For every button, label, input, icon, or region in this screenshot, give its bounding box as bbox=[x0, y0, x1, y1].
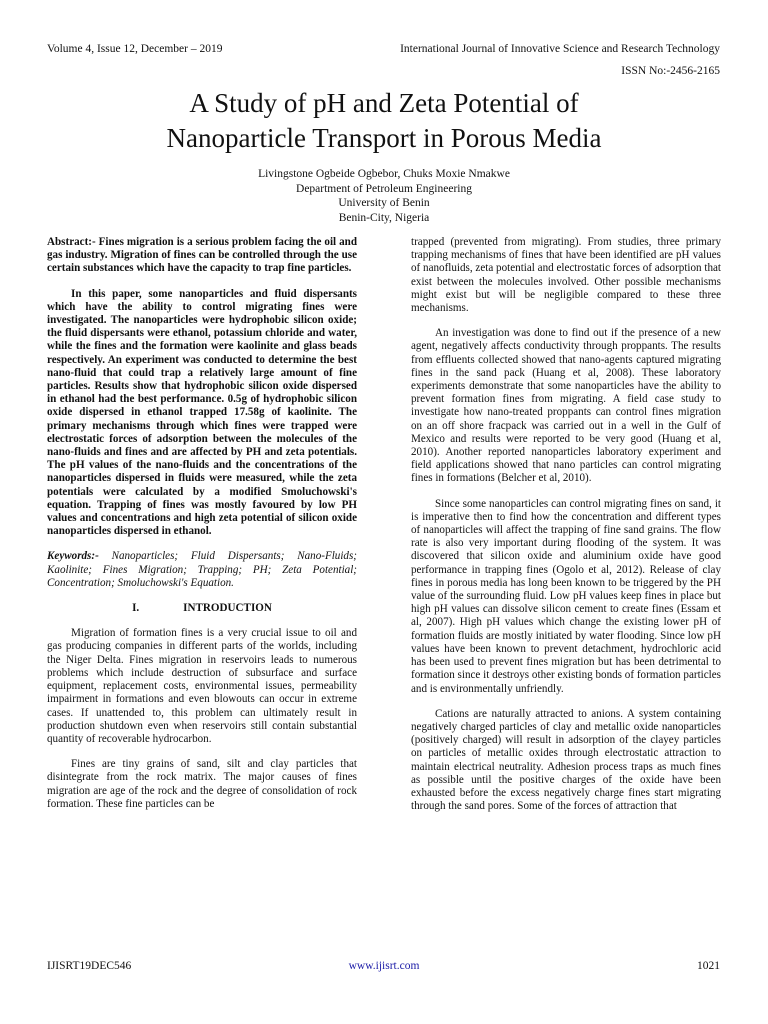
author-university: University of Benin bbox=[338, 197, 430, 210]
section-number: I. bbox=[132, 602, 140, 615]
section-heading-introduction bbox=[47, 602, 357, 615]
body-paragraph-4: Cations are naturally attracted to anions. A system containing negatively charged particles of clay and metallic oxide nanoparticles (positively charged) will result in adsorption of the clayey particles on particles of metallic oxides through electrostatic attraction to maintain electrical neutrality. Adhesion process traps as much fines as possible until the positive charges of the oxide have been exhausted before the excess negatively charge fines start migrating through the sand pores. Some of the forces of attraction that bbox=[411, 707, 721, 813]
body-paragraph-2: An investigation was done to find out if the presence of a new agent, negatively affects conductivity through proppants. The results from effluents collected showed that nano-agents captured migrating fines in the sand pack (Huang et al, 2008). These laboratory experiments demonstrate that some nanoparticles have the ability to prevent formation fines from migrating. A field case study to investigate how nano-treated proppants can control fines migration on an off shore fracpack was carried out in a well in the Gulf of Mexico and results were reported to be very good (Huang et al, 2010). Another reported nanoparticles laboratory experiment and field applications showed that nano particles can control migrating fines in formations (Belcher et al, 2010). bbox=[411, 327, 721, 485]
left-column bbox=[47, 236, 357, 811]
author-block bbox=[150, 167, 618, 225]
title-line-1: A Study of pH and Zeta Potential of bbox=[189, 88, 579, 118]
author-names: Livingstone Ogbeide Ogbebor, Chuks Moxie Nmakwe bbox=[258, 168, 510, 180]
keywords-label: Keywords:- bbox=[47, 550, 99, 563]
paper-title bbox=[40, 86, 728, 156]
intro-paragraph-2: Fines are tiny grains of sand, silt and clay particles that disintegrate from the rock matrix. The major causes of fines migration are age of the rock and the degree of consolidation of rock formation. These fine particles can be bbox=[47, 758, 357, 810]
keywords bbox=[47, 550, 357, 590]
body-paragraph-3: Since some nanoparticles can control migrating fines on sand, it is imperative then to find how the concentration and different types of nanoparticles will affect the trapping of fine sand grains. The flow rate is also very important during flooding of the system. It was discovered that silicon oxide and aluminium oxide have good performance in trapping fines (Ogolo et al, 2012). Release of clay fines in porous media has long been known to be triggered by the PH value of the surrounding fluid. Low pH values keep fines in place but high pH values can dissolve silicon cement to create fines (Essam et al, 2007). High pH values which change the existing lower pH of formation fluids are mostly initiated by water flooding. Since low pH values have been known to prevent detachment, hydrochloric acid has been used to prevent fines migration but has been detrimental to formation since it destroys other existing bonds of formation particles and is environmentally unfriendly. bbox=[411, 497, 721, 695]
body-paragraph-1: trapped (prevented from migrating). From studies, three primary trapping mechanisms of fines that have been identified are pH values of nanofluids, zeta potential and electrostatic forces of adsorption that exist between the molecules involved. Other possible mechanisms might exist but will be negligible compared to these three mechanisms. bbox=[411, 236, 721, 315]
title-line-2: Nanoparticle Transport in Porous Media bbox=[166, 123, 602, 153]
footer-paper-id: IJISRT19DEC546 bbox=[47, 960, 132, 972]
keywords-text: Nanoparticles; Fluid Dispersants; Nano-Fluids; Kaolinite; Fines Migration; Trapping; PH; Zeta Potential; Concentration; Smoluchowski's Equation. bbox=[47, 550, 357, 589]
author-city: Benin-City, Nigeria bbox=[338, 211, 430, 224]
abstract-paragraph-2: In this paper, some nanoparticles and fluid dispersants which have the ability to control migrating fines were investigated. The nanoparticles were hydrophobic silicon oxide; the fluid dispersants were ethanol, potassium chloride and water, while the fines and the formation were kaolinite and glass beads respectively. An experiment was conducted to determine the best nano-fluid that could trap a relatively large amount of fine particles. Results show that hydrophobic silicon oxide dispersed in ethanol had the best performance. 0.5g of hydrophobic silicon oxide dispersed in ethanol trapped 17.58g of kaolinite. The primary mechanisms through which fines were trapped were electrostatic forces of adsorption between the molecules of the nano-fluids and fines and are affected by PH and zeta potentials. The pH values of the nano-fluids and the concentrations of the nanoparticles dispersed in fluids were measured, while the zeta potentials were calculated by a modified Smoluchowski's equation. Trapping of fines was mostly favoured by low PH values and concentrations and high zeta potential of silicon oxide nanoparticles dispersed in ethanol. bbox=[47, 287, 357, 538]
header-issn: ISSN No:-2456-2165 bbox=[621, 65, 720, 77]
header-journal: International Journal of Innovative Science and Research Technology bbox=[400, 43, 720, 55]
right-column bbox=[411, 236, 721, 813]
section-title: INTRODUCTION bbox=[183, 602, 272, 615]
abstract-paragraph-1: Abstract:- Fines migration is a serious problem facing the oil and gas industry. Migration of fines can be controlled through the use certain substances which have the capacity to trap fine particles. bbox=[47, 236, 357, 275]
author-department: Department of Petroleum Engineering bbox=[296, 182, 472, 195]
footer-website-link[interactable]: www.ijisrt.com bbox=[348, 960, 420, 972]
intro-paragraph-1: Migration of formation fines is a very crucial issue to oil and gas producing companies in different parts of the worlds, including the Niger Delta. Fines migration in reservoirs leads to numerous problems which include destruction of subsurface and surface equipment, replacement costs, environmental issues, permeability impairment in formations and even blowouts can occur in extreme cases. If unattended to, this problem can ultimately result in production shutdown even when reservoirs still contain substantial quantity of recoverable hydrocarbon. bbox=[47, 627, 357, 745]
header-volume: Volume 4, Issue 12, December – 2019 bbox=[47, 43, 223, 55]
footer-page-number: 1021 bbox=[697, 960, 720, 972]
